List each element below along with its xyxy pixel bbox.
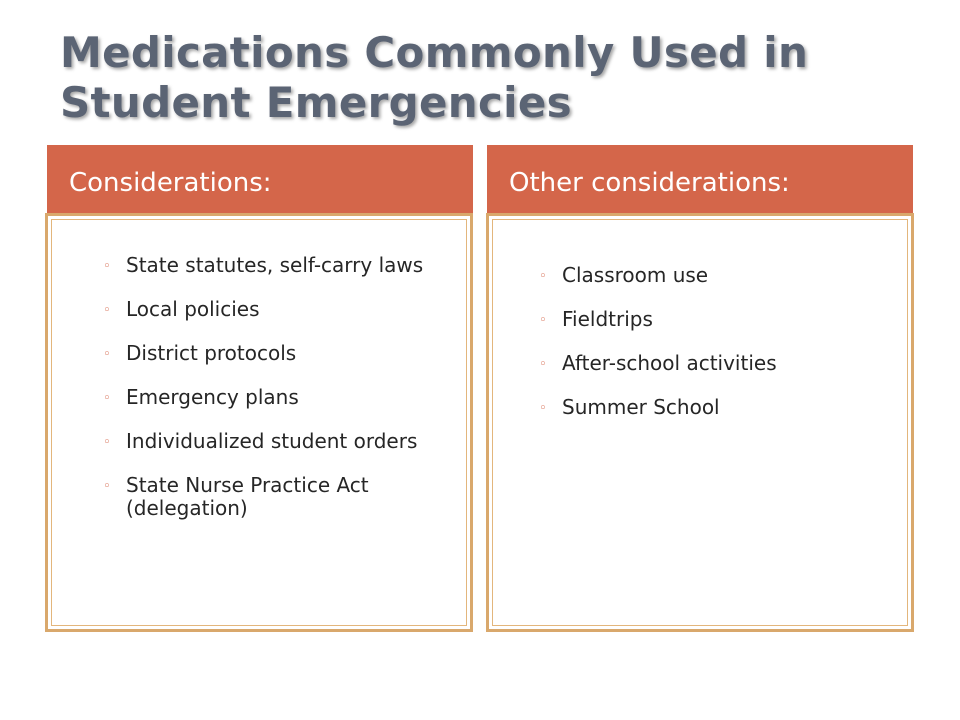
ring-bullet-icon: ◦ — [539, 269, 547, 284]
list-item-text: District protocols — [126, 341, 297, 365]
ring-bullet-icon: ◦ — [539, 313, 547, 328]
ring-bullet-icon: ◦ — [103, 347, 111, 362]
slide-title-line2: Student Emergencies — [60, 78, 572, 127]
list-item-text: State statutes, self-carry laws — [126, 253, 424, 277]
considerations-list — [103, 254, 458, 541]
ring-bullet-icon: ◦ — [103, 435, 111, 450]
list-item — [103, 254, 458, 277]
list-item — [103, 298, 458, 321]
list-item-text: Local policies — [126, 297, 260, 321]
ring-bullet-icon: ◦ — [103, 303, 111, 318]
list-item-text: Individualized student orders — [126, 429, 418, 453]
list-item — [103, 430, 458, 453]
list-item-text: State Nurse Practice Act (delegation) — [126, 473, 369, 520]
slide-title — [60, 28, 920, 128]
list-item-text: Summer School — [562, 395, 720, 419]
other-considerations-box — [486, 213, 914, 632]
list-item — [539, 352, 889, 375]
list-item — [539, 396, 889, 419]
list-item-text: Classroom use — [562, 263, 709, 287]
considerations-box — [45, 213, 473, 632]
list-item-text: After-school activities — [562, 351, 777, 375]
list-item — [103, 386, 458, 409]
slide-title-line1: Medications Commonly Used in — [60, 28, 809, 77]
list-item — [539, 264, 889, 287]
other-considerations-header: Other considerations: — [487, 145, 913, 213]
ring-bullet-icon: ◦ — [539, 401, 547, 416]
list-item — [103, 342, 458, 365]
ring-bullet-icon: ◦ — [539, 357, 547, 372]
list-item — [539, 308, 889, 331]
other-considerations-list — [539, 264, 889, 440]
considerations-header: Considerations: — [47, 145, 473, 213]
list-item-text: Fieldtrips — [562, 307, 653, 331]
ring-bullet-icon: ◦ — [103, 259, 111, 274]
ring-bullet-icon: ◦ — [103, 479, 111, 494]
ring-bullet-icon: ◦ — [103, 391, 111, 406]
list-item-text: Emergency plans — [126, 385, 299, 409]
list-item — [103, 474, 458, 520]
